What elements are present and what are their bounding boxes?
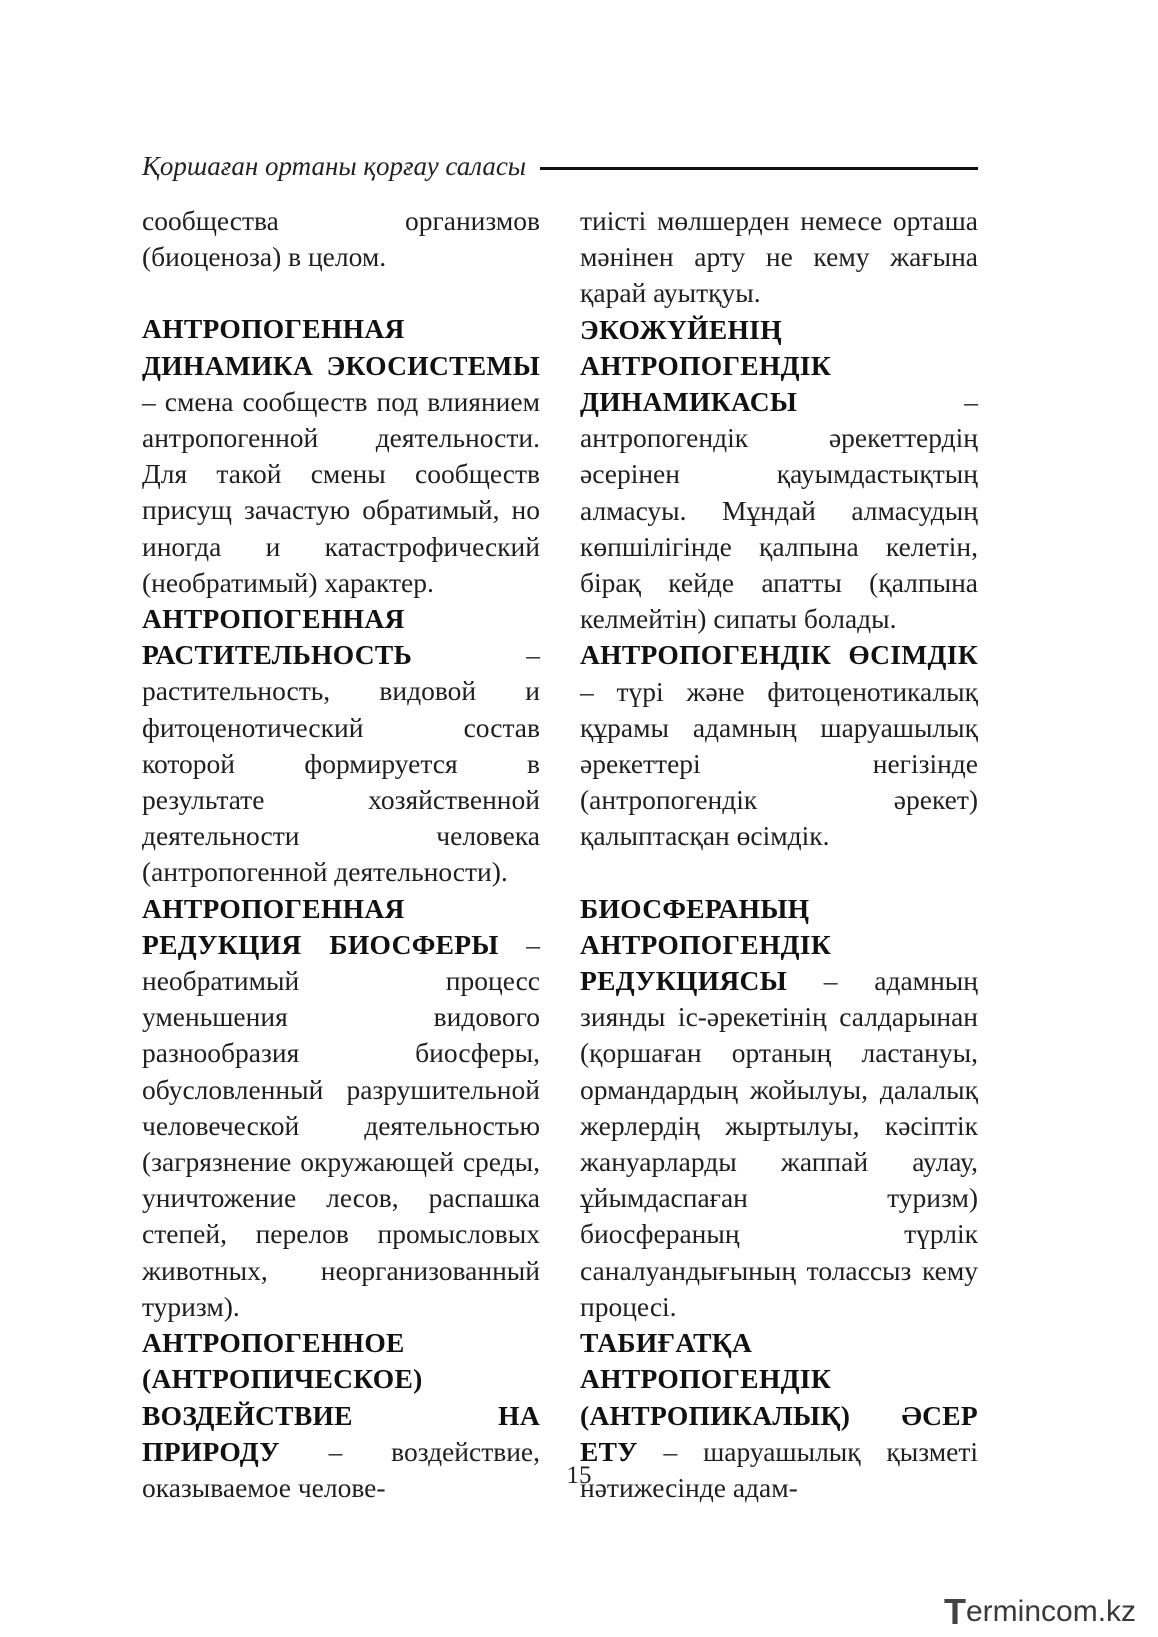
entry-text: – шаруашылық қызметі нәтижесінде адам- <box>580 1435 978 1503</box>
page-number: 15 <box>566 1462 592 1489</box>
watermark-text: ermincom.kz <box>966 1595 1137 1628</box>
watermark-lead: T <box>944 1591 966 1632</box>
header-rule <box>540 167 978 170</box>
entry-term: ТАБИҒАТҚА АНТРОПОГЕНДІК (АНТРОПИКАЛЫҚ) ӘСЕР ЕТУ <box>580 1327 978 1467</box>
entry <box>142 891 540 1325</box>
entry-text: – растительность, видовой и фитоценотический состав которой формируется в результате хозяйственной деятельности человека (антропогенной деятельности). <box>142 639 540 888</box>
entry-term: АНТРОПОГЕННАЯ РАСТИТЕЛЬНОСТЬ <box>142 603 413 671</box>
entry-text: – воздействие, оказываемое челове- <box>142 1435 540 1503</box>
entry <box>580 891 978 1325</box>
entry-term: БИОСФЕРАНЫҢ АНТРОПОГЕНДІК РЕДУКЦИЯСЫ <box>580 892 832 997</box>
entry <box>142 311 540 601</box>
entry-term: ЭКОЖҮЙЕНІҢ АНТРОПОГЕНДІК ДИНАМИКАСЫ <box>580 313 832 418</box>
entry-text: – адамның зиянды іс-әрекетінің салдарынан (қоршаған ортаның ластануы, ормандардың жойылуы, далалық жерлердің жыртылуы, кәсіптік жануарларды жаппай аулау, ұйымдаспаған туризм) биосфераның түрлік саналуандығының толассыз кему процесі. <box>580 965 978 1322</box>
entry-text: тиісті мөлшерден немесе орташа мәнінен арту не кему жағына қарай ауытқуы. <box>580 205 978 309</box>
watermark-logo <box>944 1592 1149 1632</box>
entry-term: АНТРОПОГЕНДІК ӨСІМДІК <box>580 639 978 671</box>
entry-text: – необратимый процесс уменьшения видового разнообразия биосферы, обусловленный разрушительной человеческой деятельностью (загрязнение окружающей среды, уничтожение лесов, распашка степей, перелов промысловых животных, неорганизованный туризм). <box>142 928 540 1322</box>
entry-text: – түрі және фитоценотикалық құрамы адамның шаруашылық әрекеттері негізінде (антропогендік әрекет) қалыптасқан өсімдік. <box>580 675 978 852</box>
running-header <box>142 146 978 186</box>
header-title: Қоршаған ортаны қорғау саласы <box>142 150 527 181</box>
entry-term: АНТРОПОГЕННАЯ ДИНАМИКА ЭКОСИСТЕМЫ <box>142 313 540 381</box>
entry-text: – антропогендік әрекеттердің әсерінен қауымдастықтың алмасуы. Мұндай алмасудың көпшілігінде қалпына келетін, бірақ кейде апатты (қалпына келмейтін) сипаты болады. <box>580 386 978 635</box>
entry <box>580 312 978 638</box>
entry-text: сообщества организмов (биоценоза) в целом. <box>142 205 540 273</box>
entry <box>580 637 978 854</box>
entry-text: – смена сообществ под влиянием антропогенной деятельности. Для такой смены сообществ присущ зачастую обратимый, но иногда и катастрофический (необратимый) характер. <box>142 385 540 598</box>
entry-continuation <box>142 203 540 275</box>
entry-continuation <box>580 203 978 312</box>
entry-term: АНТРОПОГЕННОЕ (АНТРОПИЧЕСКОЕ) ВОЗДЕЙСТВИЕ НА ПРИРОДУ <box>142 1327 540 1467</box>
entry <box>142 601 540 891</box>
right-column <box>580 203 978 1506</box>
left-column <box>142 203 540 1506</box>
entry-term: АНТРОПОГЕННАЯ РЕДУКЦИЯ БИОСФЕРЫ <box>142 892 499 960</box>
